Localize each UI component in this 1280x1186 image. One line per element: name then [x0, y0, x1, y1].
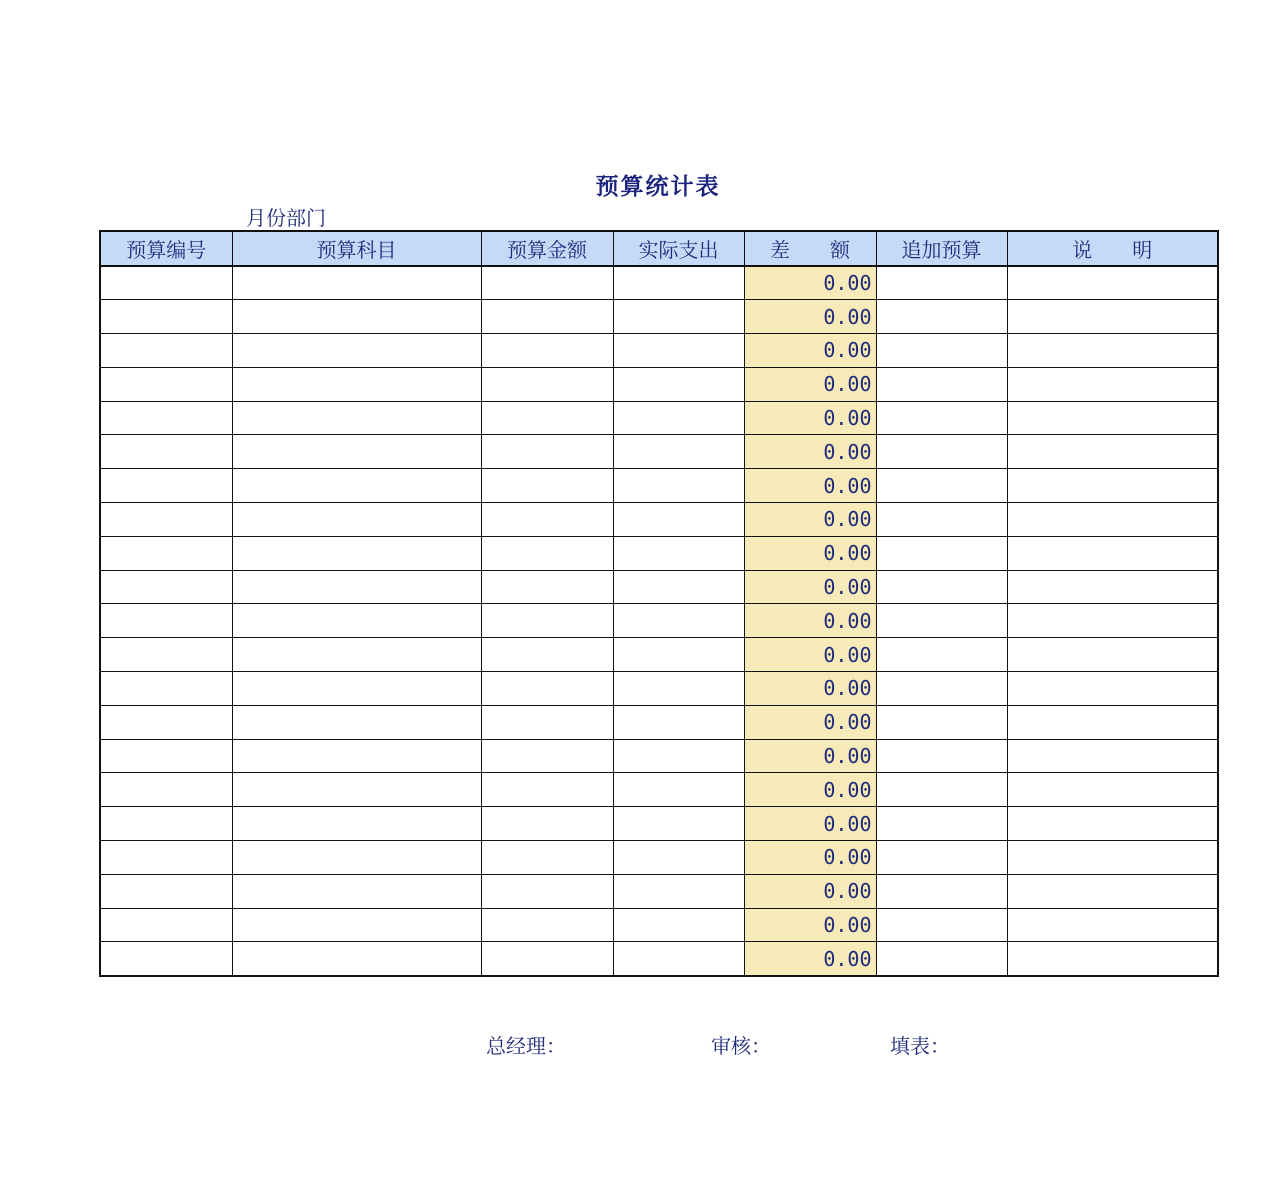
additional-budget-cell[interactable]: [876, 570, 1007, 604]
remarks-cell[interactable]: [1007, 705, 1218, 739]
footer-manager-label: 总经理：: [486, 1034, 566, 1058]
budget-no-cell[interactable]: [100, 942, 232, 976]
remarks-cell[interactable]: [1007, 266, 1218, 300]
budget-subject-cell[interactable]: [232, 807, 481, 841]
remarks-cell[interactable]: [1007, 503, 1218, 537]
table-row: [100, 266, 1218, 300]
actual-expense-cell[interactable]: [613, 536, 744, 570]
budget-amount-cell[interactable]: [481, 604, 613, 638]
remarks-cell[interactable]: [1007, 942, 1218, 976]
table-row: [100, 536, 1218, 570]
actual-expense-cell[interactable]: [613, 908, 744, 942]
difference-cell[interactable]: 0.00: [744, 773, 876, 807]
actual-expense-cell[interactable]: [613, 604, 744, 638]
additional-budget-cell[interactable]: [876, 705, 1007, 739]
remarks-cell[interactable]: [1007, 908, 1218, 942]
budget-no-cell[interactable]: [100, 503, 232, 537]
difference-cell[interactable]: 0.00: [744, 536, 876, 570]
difference-cell[interactable]: 0.00: [744, 503, 876, 537]
actual-expense-cell[interactable]: [613, 367, 744, 401]
budget-amount-cell[interactable]: [481, 705, 613, 739]
department-label: 月份部门: [246, 206, 326, 230]
additional-budget-cell[interactable]: [876, 841, 1007, 875]
footer-filler-label: 填表：: [890, 1034, 950, 1058]
budget-amount-cell[interactable]: [481, 638, 613, 672]
difference-cell[interactable]: 0.00: [744, 570, 876, 604]
additional-budget-cell[interactable]: [876, 435, 1007, 469]
remarks-cell[interactable]: [1007, 604, 1218, 638]
additional-budget-cell[interactable]: [876, 638, 1007, 672]
budget-amount-cell[interactable]: [481, 942, 613, 976]
additional-budget-cell[interactable]: [876, 908, 1007, 942]
budget-amount-cell[interactable]: [481, 874, 613, 908]
difference-cell[interactable]: 0.00: [744, 401, 876, 435]
remarks-cell[interactable]: [1007, 638, 1218, 672]
budget-no-cell[interactable]: [100, 604, 232, 638]
column-header-additional-budget: 追加预算: [876, 231, 1007, 266]
budget-amount-cell[interactable]: [481, 401, 613, 435]
budget-no-cell[interactable]: [100, 874, 232, 908]
column-header-budget-subject: 预算科目: [232, 231, 481, 266]
additional-budget-cell[interactable]: [876, 807, 1007, 841]
budget-no-cell[interactable]: [100, 638, 232, 672]
budget-amount-cell[interactable]: [481, 334, 613, 368]
actual-expense-cell[interactable]: [613, 841, 744, 875]
table-row: [100, 503, 1218, 537]
difference-cell[interactable]: 0.00: [744, 672, 876, 706]
budget-subject-cell[interactable]: [232, 503, 481, 537]
table-row: [100, 334, 1218, 368]
additional-budget-cell[interactable]: [876, 401, 1007, 435]
difference-cell[interactable]: 0.00: [744, 266, 876, 300]
actual-expense-cell[interactable]: [613, 773, 744, 807]
budget-subject-cell[interactable]: [232, 401, 481, 435]
table-row: [100, 841, 1218, 875]
footer-review-label: 审核：: [711, 1034, 771, 1058]
budget-amount-cell[interactable]: [481, 300, 613, 334]
additional-budget-cell[interactable]: [876, 503, 1007, 537]
additional-budget-cell[interactable]: [876, 942, 1007, 976]
remarks-cell[interactable]: [1007, 841, 1218, 875]
remarks-cell[interactable]: [1007, 435, 1218, 469]
budget-no-cell[interactable]: [100, 739, 232, 773]
difference-cell[interactable]: 0.00: [744, 435, 876, 469]
budget-subject-cell[interactable]: [232, 570, 481, 604]
budget-no-cell[interactable]: [100, 841, 232, 875]
budget-amount-cell[interactable]: [481, 807, 613, 841]
difference-cell[interactable]: 0.00: [744, 469, 876, 503]
table-row: [100, 469, 1218, 503]
difference-cell[interactable]: 0.00: [744, 300, 876, 334]
remarks-cell[interactable]: [1007, 807, 1218, 841]
table-row: [100, 908, 1218, 942]
sheet-title: 预算统计表: [595, 174, 721, 200]
additional-budget-cell[interactable]: [876, 773, 1007, 807]
actual-expense-cell[interactable]: [613, 874, 744, 908]
actual-expense-cell[interactable]: [613, 401, 744, 435]
table-row: [100, 874, 1218, 908]
budget-subject-cell[interactable]: [232, 672, 481, 706]
table-header-row: [100, 231, 1218, 266]
budget-no-cell[interactable]: [100, 401, 232, 435]
table-row: [100, 604, 1218, 638]
remarks-cell[interactable]: [1007, 672, 1218, 706]
actual-expense-cell[interactable]: [613, 469, 744, 503]
budget-amount-cell[interactable]: [481, 503, 613, 537]
budget-amount-cell[interactable]: [481, 908, 613, 942]
budget-amount-cell[interactable]: [481, 570, 613, 604]
table-row: [100, 435, 1218, 469]
actual-expense-cell[interactable]: [613, 570, 744, 604]
table-row: [100, 739, 1218, 773]
table-row: [100, 705, 1218, 739]
budget-subject-cell[interactable]: [232, 536, 481, 570]
budget-no-cell[interactable]: [100, 334, 232, 368]
table-row: [100, 300, 1218, 334]
actual-expense-cell[interactable]: [613, 266, 744, 300]
actual-expense-cell[interactable]: [613, 807, 744, 841]
remarks-cell[interactable]: [1007, 334, 1218, 368]
actual-expense-cell[interactable]: [613, 435, 744, 469]
remarks-cell[interactable]: [1007, 401, 1218, 435]
additional-budget-cell[interactable]: [876, 739, 1007, 773]
additional-budget-cell[interactable]: [876, 469, 1007, 503]
table-row: [100, 942, 1218, 976]
additional-budget-cell[interactable]: [876, 334, 1007, 368]
budget-amount-cell[interactable]: [481, 536, 613, 570]
budget-no-cell[interactable]: [100, 536, 232, 570]
difference-cell[interactable]: 0.00: [744, 367, 876, 401]
budget-amount-cell[interactable]: [481, 469, 613, 503]
actual-expense-cell[interactable]: [613, 705, 744, 739]
table-row: [100, 807, 1218, 841]
actual-expense-cell[interactable]: [613, 672, 744, 706]
budget-subject-cell[interactable]: [232, 874, 481, 908]
additional-budget-cell[interactable]: [876, 672, 1007, 706]
budget-subject-cell[interactable]: [232, 300, 481, 334]
additional-budget-cell[interactable]: [876, 300, 1007, 334]
actual-expense-cell[interactable]: [613, 638, 744, 672]
difference-cell[interactable]: 0.00: [744, 807, 876, 841]
budget-subject-cell[interactable]: [232, 367, 481, 401]
budget-amount-cell[interactable]: [481, 435, 613, 469]
budget-amount-cell[interactable]: [481, 367, 613, 401]
additional-budget-cell[interactable]: [876, 874, 1007, 908]
actual-expense-cell[interactable]: [613, 300, 744, 334]
difference-cell[interactable]: 0.00: [744, 874, 876, 908]
remarks-cell[interactable]: [1007, 773, 1218, 807]
actual-expense-cell[interactable]: [613, 503, 744, 537]
budget-subject-cell[interactable]: [232, 773, 481, 807]
table-row: [100, 638, 1218, 672]
remarks-cell[interactable]: [1007, 739, 1218, 773]
budget-subject-cell[interactable]: [232, 435, 481, 469]
difference-cell[interactable]: 0.00: [744, 334, 876, 368]
table-row: [100, 570, 1218, 604]
column-header-difference: 差 额: [744, 231, 876, 266]
budget-no-cell[interactable]: [100, 807, 232, 841]
budget-subject-cell[interactable]: [232, 469, 481, 503]
remarks-cell[interactable]: [1007, 300, 1218, 334]
column-header-budget-no: 预算编号: [100, 231, 232, 266]
column-header-actual-expense: 实际支出: [613, 231, 744, 266]
budget-no-cell[interactable]: [100, 367, 232, 401]
budget-subject-cell[interactable]: [232, 604, 481, 638]
budget-subject-cell[interactable]: [232, 908, 481, 942]
budget-amount-cell[interactable]: [481, 266, 613, 300]
budget-no-cell[interactable]: [100, 300, 232, 334]
difference-cell[interactable]: 0.00: [744, 739, 876, 773]
additional-budget-cell[interactable]: [876, 536, 1007, 570]
difference-cell[interactable]: 0.00: [744, 604, 876, 638]
remarks-cell[interactable]: [1007, 367, 1218, 401]
remarks-cell[interactable]: [1007, 469, 1218, 503]
remarks-cell[interactable]: [1007, 874, 1218, 908]
budget-amount-cell[interactable]: [481, 773, 613, 807]
actual-expense-cell[interactable]: [613, 942, 744, 976]
budget-no-cell[interactable]: [100, 705, 232, 739]
table-row: [100, 367, 1218, 401]
additional-budget-cell[interactable]: [876, 266, 1007, 300]
remarks-cell[interactable]: [1007, 570, 1218, 604]
budget-no-cell[interactable]: [100, 672, 232, 706]
budget-subject-cell[interactable]: [232, 638, 481, 672]
budget-amount-cell[interactable]: [481, 739, 613, 773]
budget-amount-cell[interactable]: [481, 672, 613, 706]
budget-subject-cell[interactable]: [232, 841, 481, 875]
column-header-budget-amount: 预算金额: [481, 231, 613, 266]
difference-cell[interactable]: 0.00: [744, 638, 876, 672]
difference-cell[interactable]: 0.00: [744, 841, 876, 875]
table-row: [100, 672, 1218, 706]
difference-cell[interactable]: 0.00: [744, 942, 876, 976]
budget-no-cell[interactable]: [100, 435, 232, 469]
budget-subject-cell[interactable]: [232, 334, 481, 368]
budget-table: [99, 230, 1219, 977]
actual-expense-cell[interactable]: [613, 739, 744, 773]
budget-subject-cell[interactable]: [232, 266, 481, 300]
budget-no-cell[interactable]: [100, 773, 232, 807]
budget-subject-cell[interactable]: [232, 942, 481, 976]
budget-no-cell[interactable]: [100, 469, 232, 503]
budget-amount-cell[interactable]: [481, 841, 613, 875]
difference-cell[interactable]: 0.00: [744, 908, 876, 942]
budget-subject-cell[interactable]: [232, 705, 481, 739]
remarks-cell[interactable]: [1007, 536, 1218, 570]
additional-budget-cell[interactable]: [876, 367, 1007, 401]
table-row: [100, 401, 1218, 435]
budget-no-cell[interactable]: [100, 908, 232, 942]
difference-cell[interactable]: 0.00: [744, 705, 876, 739]
budget-no-cell[interactable]: [100, 266, 232, 300]
additional-budget-cell[interactable]: [876, 604, 1007, 638]
budget-subject-cell[interactable]: [232, 739, 481, 773]
budget-no-cell[interactable]: [100, 570, 232, 604]
column-header-remarks: 说 明: [1007, 231, 1218, 266]
table-row: [100, 773, 1218, 807]
actual-expense-cell[interactable]: [613, 334, 744, 368]
